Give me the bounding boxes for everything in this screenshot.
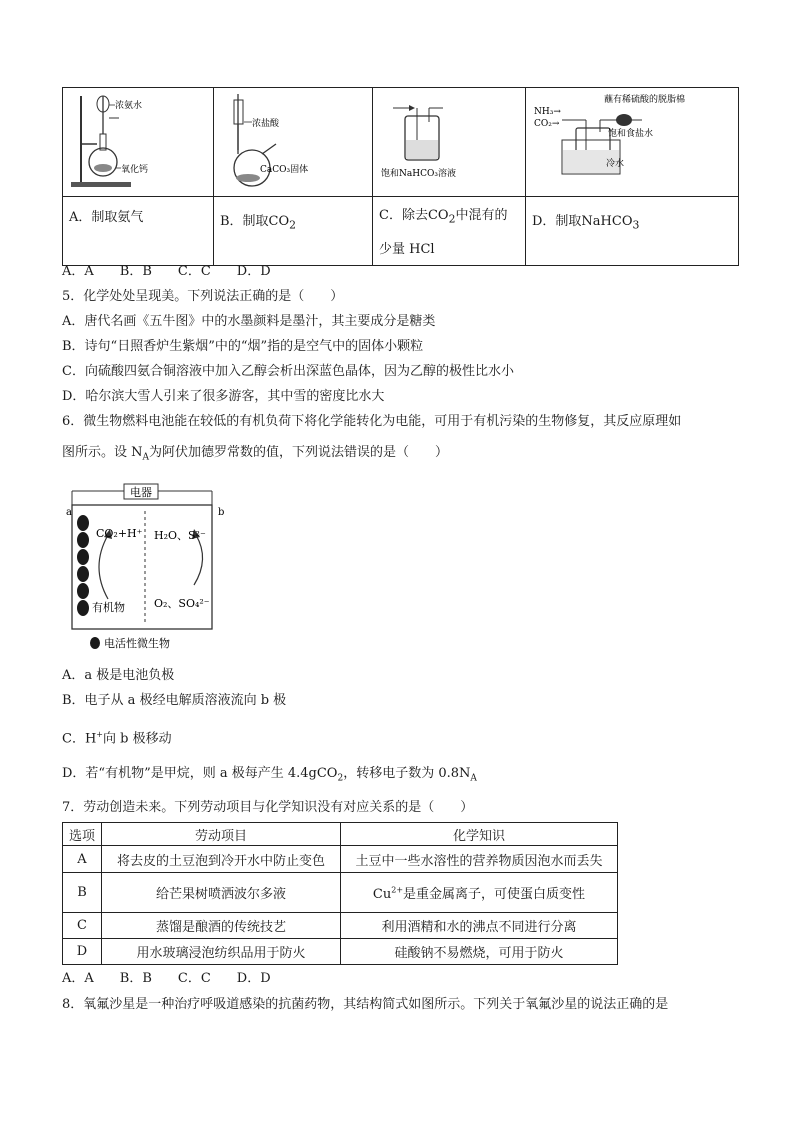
right-bottom-species: O₂、SO₄²⁻ [154, 597, 210, 610]
row-labor: 给芒果树喷洒波尔多液 [102, 873, 341, 913]
electrode-a-label: a [66, 507, 72, 518]
hcl-removal-apparatus-figure [373, 88, 525, 192]
q6-choice-c[interactable]: C．H+向 b 极移动 [62, 730, 172, 747]
microbe-column [77, 515, 89, 616]
q7-option-c[interactable]: C．C [177, 971, 211, 986]
q7-stem: 7．劳动创造未来。下列劳动项目与化学知识没有对应关系的是（ ） [62, 800, 474, 815]
q7-header-row [63, 823, 618, 846]
row-knowledge: $Cu^{2+}$是重金属离子，可使蛋白质变性 [341, 873, 618, 913]
co2-apparatus-figure [214, 88, 372, 192]
label-nh3: NH₃→ [534, 107, 561, 117]
q7-option-b[interactable]: B．B [119, 971, 152, 986]
table-row [63, 846, 618, 873]
header-option: 选项 [63, 823, 102, 846]
legend-microbe-icon [90, 637, 100, 649]
q6-choice-a[interactable]: A．a 极是电池负极 [62, 668, 175, 683]
q4-option-c[interactable]: C．C [177, 264, 211, 279]
q4-options [62, 263, 297, 281]
apparatus-d-cell [526, 88, 739, 197]
q7-options [62, 970, 297, 988]
q5-choice-b[interactable]: B．诗句“日照香炉生紫烟”中的“烟”指的是空气中的固体小颗粒 [62, 339, 424, 354]
row-knowledge: 土豆中一些水溶性的营养物质因泡水而丢失 [341, 846, 618, 873]
caption-a: A．制取氨气 [63, 197, 214, 266]
label-caco3-solid: CaCO₃固体 [260, 165, 309, 175]
header-knowledge: 化学知识 [341, 823, 618, 846]
q5-choice-c[interactable]: C．向硫酸四氨合铜溶液中加入乙醇会析出深蓝色晶体，因为乙醇的极性比水小 [62, 364, 514, 379]
apparatus-c-cell [373, 88, 526, 197]
nahco3-apparatus-figure [526, 88, 738, 192]
caption-d: D．制取NaHCO$_3$ [526, 197, 739, 266]
row-labor: 用水玻璃浸泡纺织品用于防火 [102, 939, 341, 965]
row-option: C [63, 913, 102, 939]
label-calcium-oxide: 氧化钙 [121, 165, 149, 175]
fuel-cell-diagram [62, 483, 242, 655]
q5-choice-a[interactable]: A．唐代名画《五牛图》中的水墨颜料是墨汁，其主要成分是糖类 [62, 314, 436, 329]
label-conc-hcl: 浓盐酸 [252, 119, 280, 129]
q6-stem-line2: 图所示。设 $N_A$为阿伏加德罗常数的值，下列说法错误的是（ ） [62, 445, 449, 463]
label-sat-brine: 饱和食盐水 [608, 129, 654, 139]
row-knowledge: 利用酒精和水的沸点不同进行分离 [341, 913, 618, 939]
table-row [63, 913, 618, 939]
q4-option-d[interactable]: D．D [236, 264, 271, 279]
q7-table [62, 822, 618, 965]
row-option: D [63, 939, 102, 965]
label-cold-water: 冷水 [606, 159, 625, 169]
label-ammonia-water: 浓氨水 [115, 101, 143, 111]
table-row [63, 873, 618, 913]
left-top-species: CO₂+H⁺ [96, 527, 143, 540]
left-bottom-species: 有机物 [92, 601, 125, 614]
q8-stem: 8．氧氟沙星是一种治疗呼吸道感染的抗菌药物，其结构简式如图所示。下列关于氧氟沙星的说法正确的是 [62, 997, 669, 1012]
ammonia-apparatus-figure [63, 88, 213, 192]
legend-label: 电活性微生物 [104, 637, 170, 650]
apparatus-b-cell [214, 88, 373, 197]
q7-option-d[interactable]: D．D [236, 971, 271, 986]
label-sat-nahco3: 饱和NaHCO₃溶液 [381, 169, 456, 179]
right-top-species: H₂O、S²⁻ [154, 529, 206, 542]
apparatus-table [62, 87, 739, 266]
row-option: A [63, 846, 102, 873]
q6-choice-d[interactable]: D．若“有机物”是甲烷，则 a 极每产生 4.4gCO$_2$，转移电子数为 $0.8N_A$ [62, 766, 477, 784]
apparatus-a-cell [63, 88, 214, 197]
row-labor: 将去皮的土豆泡到冷开水中防止变色 [102, 846, 341, 873]
q5-stem: 5．化学处处呈现美。下列说法正确的是（ ） [62, 289, 344, 304]
label-cotton: 蘸有稀硫酸的脱脂棉 [604, 95, 686, 105]
header-labor: 劳动项目 [102, 823, 341, 846]
q7-option-a[interactable]: A．A [62, 971, 94, 986]
electrode-b-label: b [218, 507, 225, 518]
label-co2: CO₂→ [534, 119, 560, 129]
q4-option-b[interactable]: B．B [119, 264, 152, 279]
caption-b: B．制取$CO_2$ [214, 197, 373, 266]
q5-choice-d[interactable]: D．哈尔滨大雪人引来了很多游客，其中雪的密度比水大 [62, 389, 385, 404]
row-option: B [63, 873, 102, 913]
row-labor: 蒸馏是酿酒的传统技艺 [102, 913, 341, 939]
device-label: 电器 [130, 486, 152, 499]
q4-option-a[interactable]: A．A [62, 264, 94, 279]
q6-stem-line1: 6．微生物燃料电池能在较低的有机负荷下将化学能转化为电能，可用于有机污染的生物修复，其反应原理如 [62, 414, 682, 429]
table-row [63, 939, 618, 965]
caption-c: C．除去$CO_2$中混有的 少量 HCl [373, 197, 526, 266]
q6-choice-b[interactable]: B．电子从 a 极经电解质溶液流向 b 极 [62, 693, 287, 708]
row-knowledge: 硅酸钠不易燃烧，可用于防火 [341, 939, 618, 965]
